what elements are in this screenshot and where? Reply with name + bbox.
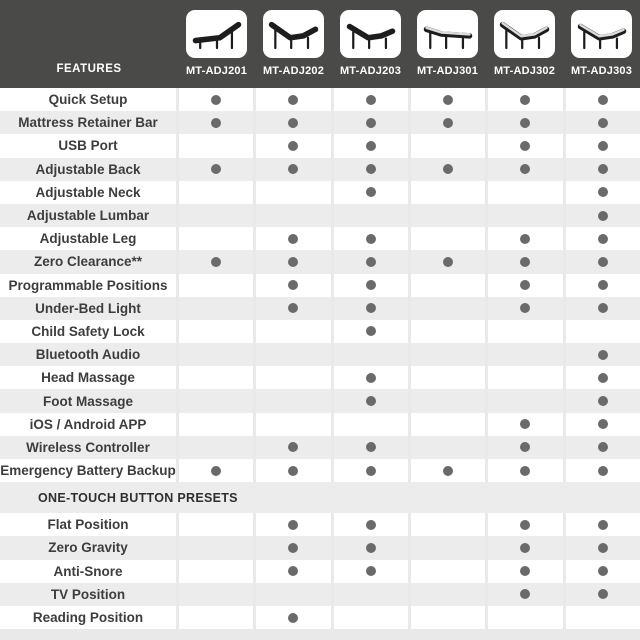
feature-dot: [288, 118, 298, 128]
feature-dot: [520, 419, 530, 429]
feature-dot: [520, 543, 530, 553]
feature-value-cell: [256, 204, 330, 227]
feature-label: Bluetooth Audio: [0, 343, 176, 366]
feature-dot: [598, 118, 608, 128]
feature-value-cell: [179, 250, 253, 273]
feature-dot: [366, 118, 376, 128]
product-image-card[interactable]: [417, 10, 478, 58]
feature-dot: [443, 118, 453, 128]
feature-dot: [366, 566, 376, 576]
feature-value-cell: [566, 274, 640, 297]
feature-dot: [366, 396, 376, 406]
feature-value-cell: [411, 560, 485, 583]
feature-value-cell: [334, 227, 408, 250]
feature-value-cell: [566, 343, 640, 366]
feature-dot: [366, 280, 376, 290]
feature-value-cell: [488, 436, 562, 459]
feature-label: Adjustable Leg: [0, 227, 176, 250]
feature-value-cell: [179, 274, 253, 297]
feature-dot: [598, 589, 608, 599]
feature-dot: [443, 466, 453, 476]
feature-dot: [598, 257, 608, 267]
feature-value-cell: [334, 459, 408, 482]
table-row: [0, 274, 640, 297]
feature-label: Emergency Battery Backup: [0, 459, 176, 482]
feature-dot: [598, 396, 608, 406]
feature-dot: [598, 234, 608, 244]
feature-value-cell: [488, 560, 562, 583]
bed-icon: [266, 15, 322, 53]
table-row: [0, 459, 640, 482]
feature-value-cell: [488, 88, 562, 111]
feature-value-cell: [179, 320, 253, 343]
feature-value-cell: [334, 88, 408, 111]
feature-dot: [366, 543, 376, 553]
table-row: [0, 134, 640, 157]
feature-value-cell: [411, 389, 485, 412]
feature-dot: [443, 95, 453, 105]
feature-value-cell: [179, 111, 253, 134]
feature-dot: [366, 187, 376, 197]
feature-value-cell: [334, 366, 408, 389]
product-column-header[interactable]: [255, 0, 332, 88]
feature-value-cell: [488, 606, 562, 629]
product-image-card[interactable]: [186, 10, 247, 58]
feature-value-cell: [488, 320, 562, 343]
feature-label: USB Port: [0, 134, 176, 157]
feature-value-cell: [488, 227, 562, 250]
feature-dot: [211, 164, 221, 174]
feature-dot: [366, 326, 376, 336]
feature-dot: [520, 520, 530, 530]
feature-dot: [598, 520, 608, 530]
feature-value-cell: [256, 513, 330, 536]
feature-dot: [598, 543, 608, 553]
table-row: [0, 366, 640, 389]
feature-dot: [598, 280, 608, 290]
feature-value-cell: [256, 606, 330, 629]
product-column-header[interactable]: [332, 0, 409, 88]
feature-value-cell: [179, 134, 253, 157]
feature-dot: [366, 141, 376, 151]
feature-value-cell: [334, 343, 408, 366]
feature-value-cell: [488, 297, 562, 320]
feature-dot: [443, 164, 453, 174]
feature-value-cell: [334, 389, 408, 412]
feature-dot: [598, 419, 608, 429]
feature-value-cell: [488, 274, 562, 297]
feature-value-cell: [334, 320, 408, 343]
feature-value-cell: [566, 436, 640, 459]
product-name: MT-ADJ203: [339, 65, 402, 77]
feature-value-cell: [179, 583, 253, 606]
feature-dot: [288, 613, 298, 623]
feature-label: Wireless Controller: [0, 436, 176, 459]
product-name: MT-ADJ201: [185, 65, 248, 77]
feature-dot: [598, 303, 608, 313]
feature-value-cell: [256, 583, 330, 606]
feature-value-cell: [179, 88, 253, 111]
feature-dot: [520, 234, 530, 244]
feature-value-cell: [334, 297, 408, 320]
feature-dot: [366, 95, 376, 105]
feature-dot: [211, 95, 221, 105]
feature-value-cell: [411, 366, 485, 389]
feature-dot: [288, 257, 298, 267]
feature-value-cell: [256, 343, 330, 366]
feature-value-cell: [488, 181, 562, 204]
table-row: [0, 436, 640, 459]
feature-value-cell: [488, 204, 562, 227]
feature-value-cell: [334, 583, 408, 606]
feature-label: Flat Position: [0, 513, 176, 536]
feature-value-cell: [179, 227, 253, 250]
feature-dot: [520, 95, 530, 105]
table-row: [0, 320, 640, 343]
feature-value-cell: [488, 343, 562, 366]
feature-value-cell: [411, 343, 485, 366]
feature-value-cell: [334, 536, 408, 559]
feature-value-cell: [179, 343, 253, 366]
feature-value-cell: [411, 459, 485, 482]
table-header: [0, 0, 640, 88]
feature-value-cell: [488, 158, 562, 181]
feature-value-cell: [256, 320, 330, 343]
table-row: [0, 583, 640, 606]
product-column-header[interactable]: [486, 0, 563, 88]
product-image-card[interactable]: [571, 10, 632, 58]
bed-icon: [189, 15, 245, 53]
feature-label: TV Position: [0, 583, 176, 606]
product-column-header[interactable]: [563, 0, 640, 88]
feature-value-cell: [256, 297, 330, 320]
feature-value-cell: [566, 606, 640, 629]
feature-dot: [598, 187, 608, 197]
product-column-headers: [178, 0, 640, 88]
table-row: [0, 227, 640, 250]
feature-value-cell: [334, 513, 408, 536]
feature-dot: [520, 442, 530, 452]
feature-dot: [598, 373, 608, 383]
table-row: [0, 250, 640, 273]
feature-dot: [366, 520, 376, 530]
feature-value-cell: [179, 158, 253, 181]
feature-label: Zero Gravity: [0, 536, 176, 559]
feature-value-cell: [256, 366, 330, 389]
product-image-card[interactable]: [263, 10, 324, 58]
product-image-card[interactable]: [494, 10, 555, 58]
feature-value-cell: [566, 320, 640, 343]
feature-value-cell: [566, 389, 640, 412]
feature-value-cell: [179, 181, 253, 204]
feature-dot: [211, 118, 221, 128]
feature-dot: [288, 280, 298, 290]
feature-label: Anti-Snore: [0, 560, 176, 583]
feature-dot: [211, 466, 221, 476]
table-row: [0, 181, 640, 204]
feature-dot: [288, 164, 298, 174]
feature-dot: [520, 280, 530, 290]
bed-icon: [343, 15, 399, 53]
table-row: [0, 413, 640, 436]
feature-value-cell: [566, 560, 640, 583]
feature-value-cell: [566, 366, 640, 389]
feature-value-cell: [411, 88, 485, 111]
feature-value-cell: [256, 111, 330, 134]
feature-dot: [520, 589, 530, 599]
feature-dot: [366, 373, 376, 383]
feature-value-cell: [179, 297, 253, 320]
feature-value-cell: [334, 158, 408, 181]
feature-value-cell: [256, 158, 330, 181]
feature-value-cell: [411, 250, 485, 273]
feature-value-cell: [566, 88, 640, 111]
feature-label: Zero Clearance**: [0, 250, 176, 273]
table-row: [0, 343, 640, 366]
table-row: [0, 297, 640, 320]
feature-value-cell: [566, 204, 640, 227]
table-row: [0, 88, 640, 111]
table-row: [0, 513, 640, 536]
feature-label: Child Safety Lock: [0, 320, 176, 343]
feature-value-cell: [411, 227, 485, 250]
feature-dot: [288, 566, 298, 576]
feature-value-cell: [179, 389, 253, 412]
feature-dot: [520, 466, 530, 476]
feature-value-cell: [256, 413, 330, 436]
feature-value-cell: [334, 134, 408, 157]
feature-value-cell: [256, 181, 330, 204]
feature-value-cell: [256, 227, 330, 250]
feature-dot: [520, 118, 530, 128]
feature-value-cell: [411, 158, 485, 181]
feature-dot: [211, 257, 221, 267]
feature-value-cell: [179, 366, 253, 389]
feature-value-cell: [566, 158, 640, 181]
feature-label: Adjustable Neck: [0, 181, 176, 204]
feature-value-cell: [256, 88, 330, 111]
feature-value-cell: [334, 606, 408, 629]
feature-dot: [366, 303, 376, 313]
feature-dot: [598, 164, 608, 174]
feature-label: iOS / Android APP: [0, 413, 176, 436]
feature-value-cell: [411, 204, 485, 227]
feature-value-cell: [488, 513, 562, 536]
feature-value-cell: [566, 583, 640, 606]
feature-label: Mattress Retainer Bar: [0, 111, 176, 134]
feature-value-cell: [256, 274, 330, 297]
table-row: [0, 560, 640, 583]
features-header-label: FEATURES: [56, 63, 122, 75]
feature-dot: [598, 466, 608, 476]
product-column-header[interactable]: [178, 0, 255, 88]
feature-value-cell: [179, 204, 253, 227]
feature-value-cell: [566, 413, 640, 436]
feature-dot: [288, 466, 298, 476]
feature-value-cell: [411, 436, 485, 459]
product-name: MT-ADJ302: [493, 65, 556, 77]
feature-value-cell: [411, 536, 485, 559]
feature-value-cell: [334, 204, 408, 227]
feature-value-cell: [256, 459, 330, 482]
table-row: [0, 389, 640, 412]
feature-value-cell: [488, 366, 562, 389]
feature-dot: [288, 303, 298, 313]
feature-value-cell: [488, 459, 562, 482]
feature-label: Reading Position: [0, 606, 176, 629]
feature-dot: [598, 141, 608, 151]
feature-value-cell: [488, 134, 562, 157]
feature-value-cell: [256, 250, 330, 273]
table-row: [0, 158, 640, 181]
feature-label: Quick Setup: [0, 88, 176, 111]
feature-value-cell: [334, 413, 408, 436]
feature-dot: [520, 257, 530, 267]
feature-value-cell: [334, 436, 408, 459]
feature-value-cell: [334, 181, 408, 204]
feature-dot: [520, 566, 530, 576]
bed-icon: [420, 15, 476, 53]
feature-value-cell: [256, 134, 330, 157]
feature-dot: [288, 543, 298, 553]
feature-value-cell: [334, 560, 408, 583]
feature-value-cell: [566, 181, 640, 204]
feature-dot: [366, 164, 376, 174]
feature-value-cell: [566, 459, 640, 482]
feature-dot: [598, 442, 608, 452]
feature-value-cell: [256, 560, 330, 583]
feature-value-cell: [411, 320, 485, 343]
feature-value-cell: [411, 513, 485, 536]
feature-label: Under-Bed Light: [0, 297, 176, 320]
feature-dot: [520, 141, 530, 151]
feature-dot: [288, 234, 298, 244]
feature-value-cell: [411, 181, 485, 204]
feature-value-cell: [334, 111, 408, 134]
feature-value-cell: [411, 111, 485, 134]
feature-dot: [288, 442, 298, 452]
feature-value-cell: [566, 111, 640, 134]
feature-value-cell: [488, 111, 562, 134]
feature-value-cell: [566, 297, 640, 320]
product-name: MT-ADJ301: [416, 65, 479, 77]
feature-dot: [520, 303, 530, 313]
table-body: [0, 88, 640, 640]
table-row: [0, 204, 640, 227]
feature-label: Adjustable Back: [0, 158, 176, 181]
product-name: MT-ADJ303: [570, 65, 633, 77]
feature-value-cell: [179, 413, 253, 436]
feature-value-cell: [488, 389, 562, 412]
table-row: [0, 606, 640, 629]
feature-dot: [598, 211, 608, 221]
feature-value-cell: [179, 459, 253, 482]
feature-dot: [288, 95, 298, 105]
feature-value-cell: [334, 250, 408, 273]
product-image-card[interactable]: [340, 10, 401, 58]
feature-value-cell: [411, 274, 485, 297]
feature-dot: [366, 234, 376, 244]
feature-value-cell: [179, 606, 253, 629]
product-name: MT-ADJ202: [262, 65, 325, 77]
feature-dot: [443, 257, 453, 267]
feature-dot: [288, 520, 298, 530]
feature-value-cell: [179, 536, 253, 559]
feature-value-cell: [488, 536, 562, 559]
feature-value-cell: [179, 436, 253, 459]
feature-value-cell: [488, 413, 562, 436]
feature-dot: [598, 350, 608, 360]
feature-value-cell: [411, 134, 485, 157]
feature-value-cell: [566, 536, 640, 559]
table-row: [0, 536, 640, 559]
feature-value-cell: [488, 583, 562, 606]
feature-label: Foot Massage: [0, 389, 176, 412]
feature-label: Head Massage: [0, 366, 176, 389]
feature-dot: [598, 95, 608, 105]
feature-value-cell: [256, 536, 330, 559]
feature-value-cell: [411, 606, 485, 629]
feature-label: Programmable Positions: [0, 274, 176, 297]
feature-dot: [288, 141, 298, 151]
table-row: [0, 111, 640, 134]
feature-dot: [366, 466, 376, 476]
feature-value-cell: [488, 250, 562, 273]
feature-dot: [366, 257, 376, 267]
feature-value-cell: [566, 250, 640, 273]
feature-value-cell: [179, 560, 253, 583]
feature-value-cell: [334, 274, 408, 297]
section-header: ONE-TOUCH BUTTON PRESETS: [0, 482, 640, 513]
bed-icon: [574, 15, 630, 53]
feature-dot: [598, 566, 608, 576]
feature-label: Adjustable Lumbar: [0, 204, 176, 227]
feature-value-cell: [566, 134, 640, 157]
feature-value-cell: [411, 413, 485, 436]
product-column-header[interactable]: [409, 0, 486, 88]
feature-value-cell: [411, 297, 485, 320]
feature-value-cell: [256, 389, 330, 412]
feature-value-cell: [566, 227, 640, 250]
feature-value-cell: [411, 583, 485, 606]
feature-value-cell: [179, 513, 253, 536]
feature-dot: [520, 164, 530, 174]
bed-icon: [497, 15, 553, 53]
feature-value-cell: [256, 436, 330, 459]
feature-dot: [366, 442, 376, 452]
feature-value-cell: [566, 513, 640, 536]
